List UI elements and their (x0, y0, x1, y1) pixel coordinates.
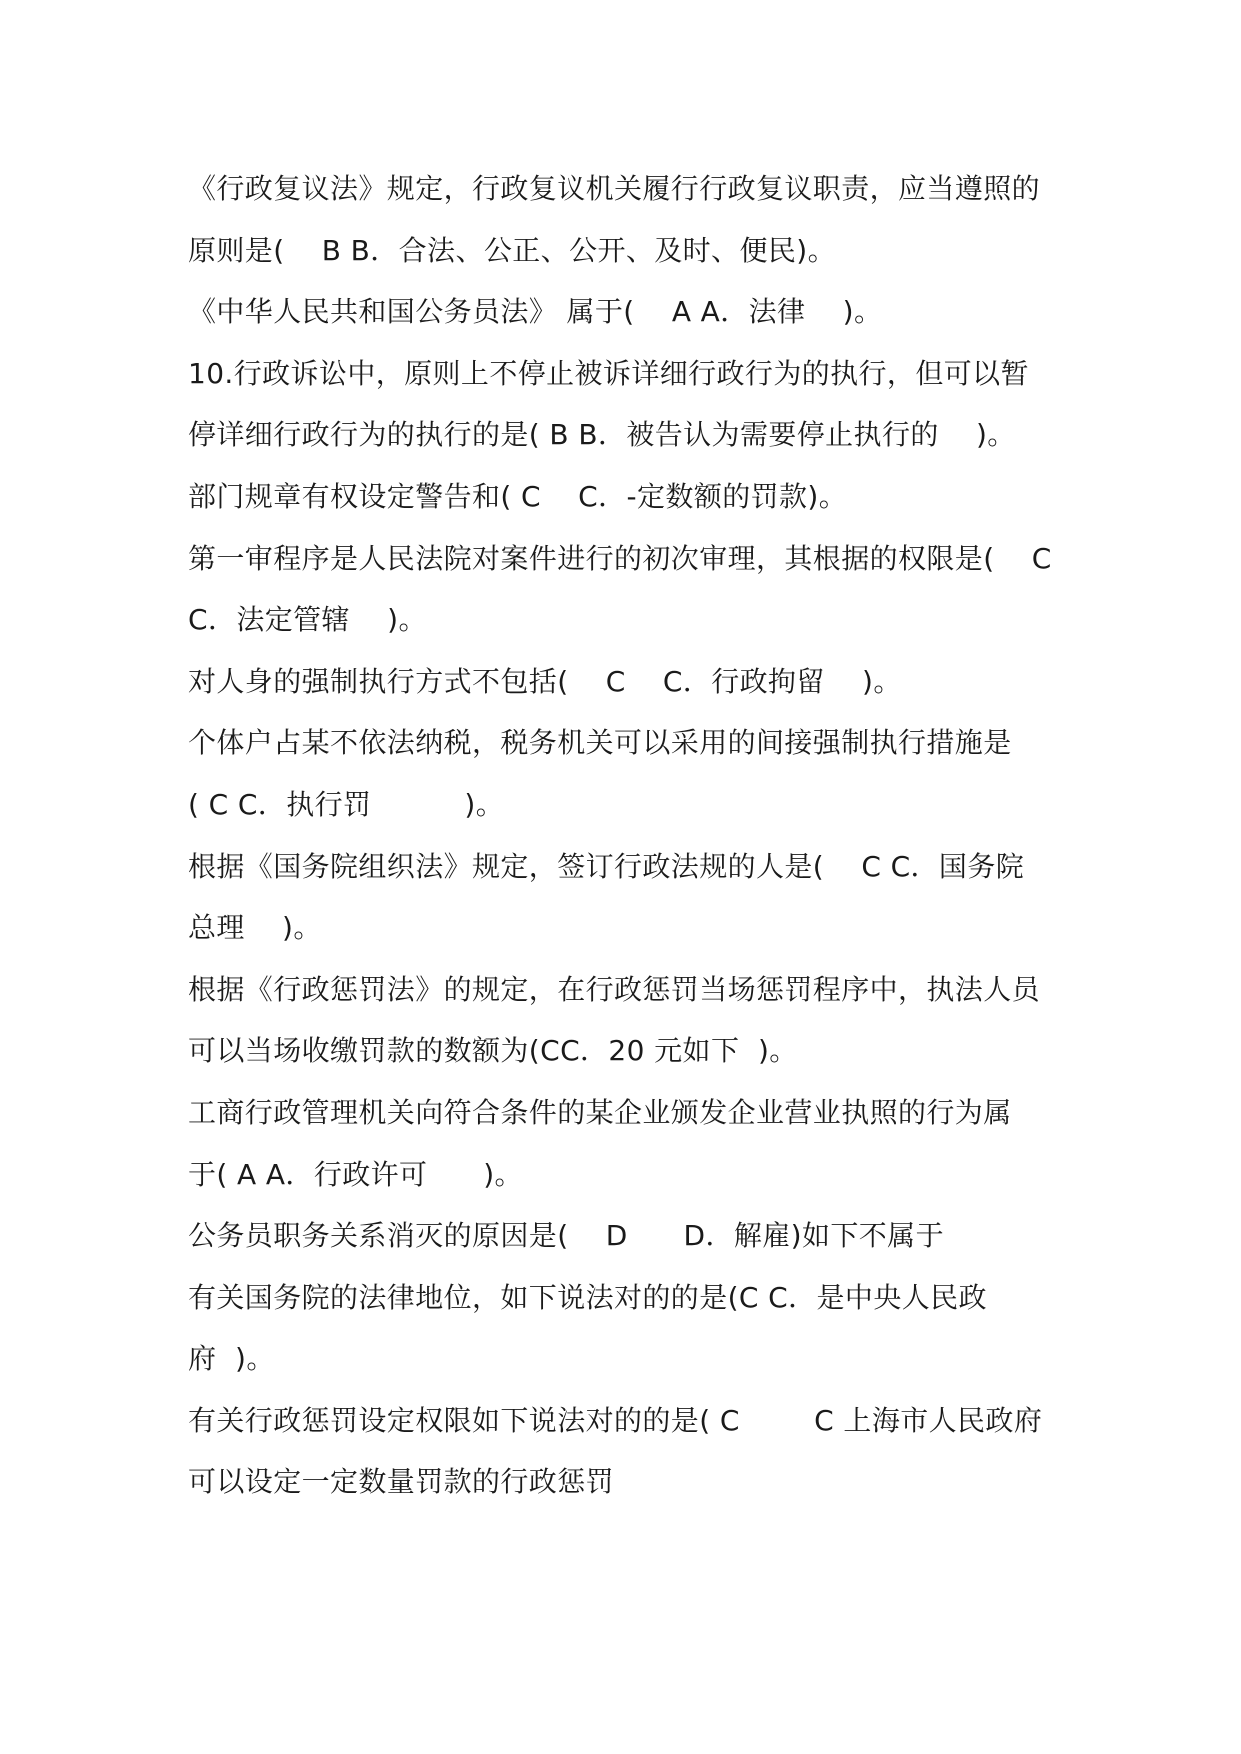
text-line-12: 根据《国务院组织法》规定，签订行政法规的人是( C C．国务院 (188, 849, 1025, 883)
text-line-4: 10.行政诉讼中，原则上不停止被诉详细行政行为的执行，但可以暂 (188, 356, 1029, 390)
text-line-3: 《中华人民共和国公务员法》 属于( A A．法律 )。 (188, 295, 883, 329)
text-line-8: C．法定管辖 )。 (188, 603, 427, 637)
text-line-17: 于( A A．行政许可 )。 (188, 1157, 523, 1191)
text-line-10: 个体户占某不依法纳税，税务机关可以采用的间接强制执行措施是 (188, 726, 1012, 760)
text-line-22: 可以设定一定数量罚款的行政惩罚 (188, 1465, 615, 1499)
text-line-11: ( C C．执行罚 )。 (188, 787, 505, 821)
text-line-2: 原则是( B B．合法、公正、公开、及时、便民)。 (188, 233, 836, 267)
text-line-18: 公务员职务关系消灭的原因是( D D．解雇)如下不属于 (188, 1219, 944, 1253)
text-line-1: 《行政复议法》规定，行政复议机关履行行政复议职责，应当遵照的 (188, 172, 1041, 205)
text-line-20: 府 )。 (188, 1342, 275, 1376)
text-line-16: 工商行政管理机关向符合条件的某企业颁发企业营业执照的行为属 (188, 1095, 1012, 1129)
text-line-5: 停详细行政行为的执行的是( B B．被告认为需要停止执行的 )。 (188, 418, 1016, 452)
text-line-19: 有关国务院的法律地位，如下说法对的的是(C C．是中央人民政 (188, 1280, 987, 1314)
text-line-7: 第一审程序是人民法院对案件进行的初次审理，其根据的权限是( C (188, 541, 1052, 575)
text-line-15: 可以当场收缴罚款的数额为(CC．20 元如下 )。 (188, 1034, 798, 1068)
text-line-21: 有关行政惩罚设定权限如下说法对的的是( C C 上海市人民政府 (188, 1403, 1043, 1437)
document-body (188, 158, 1088, 1513)
text-line-13: 总理 )。 (188, 911, 322, 945)
text-line-9: 对人身的强制执行方式不包括( C C．行政拘留 )。 (188, 664, 902, 698)
text-line-6: 部门规章有权设定警告和( C C．-定数额的罚款)。 (188, 479, 848, 513)
text-line-14: 根据《行政惩罚法》的规定，在行政惩罚当场惩罚程序中，执法人员 (188, 972, 1041, 1006)
